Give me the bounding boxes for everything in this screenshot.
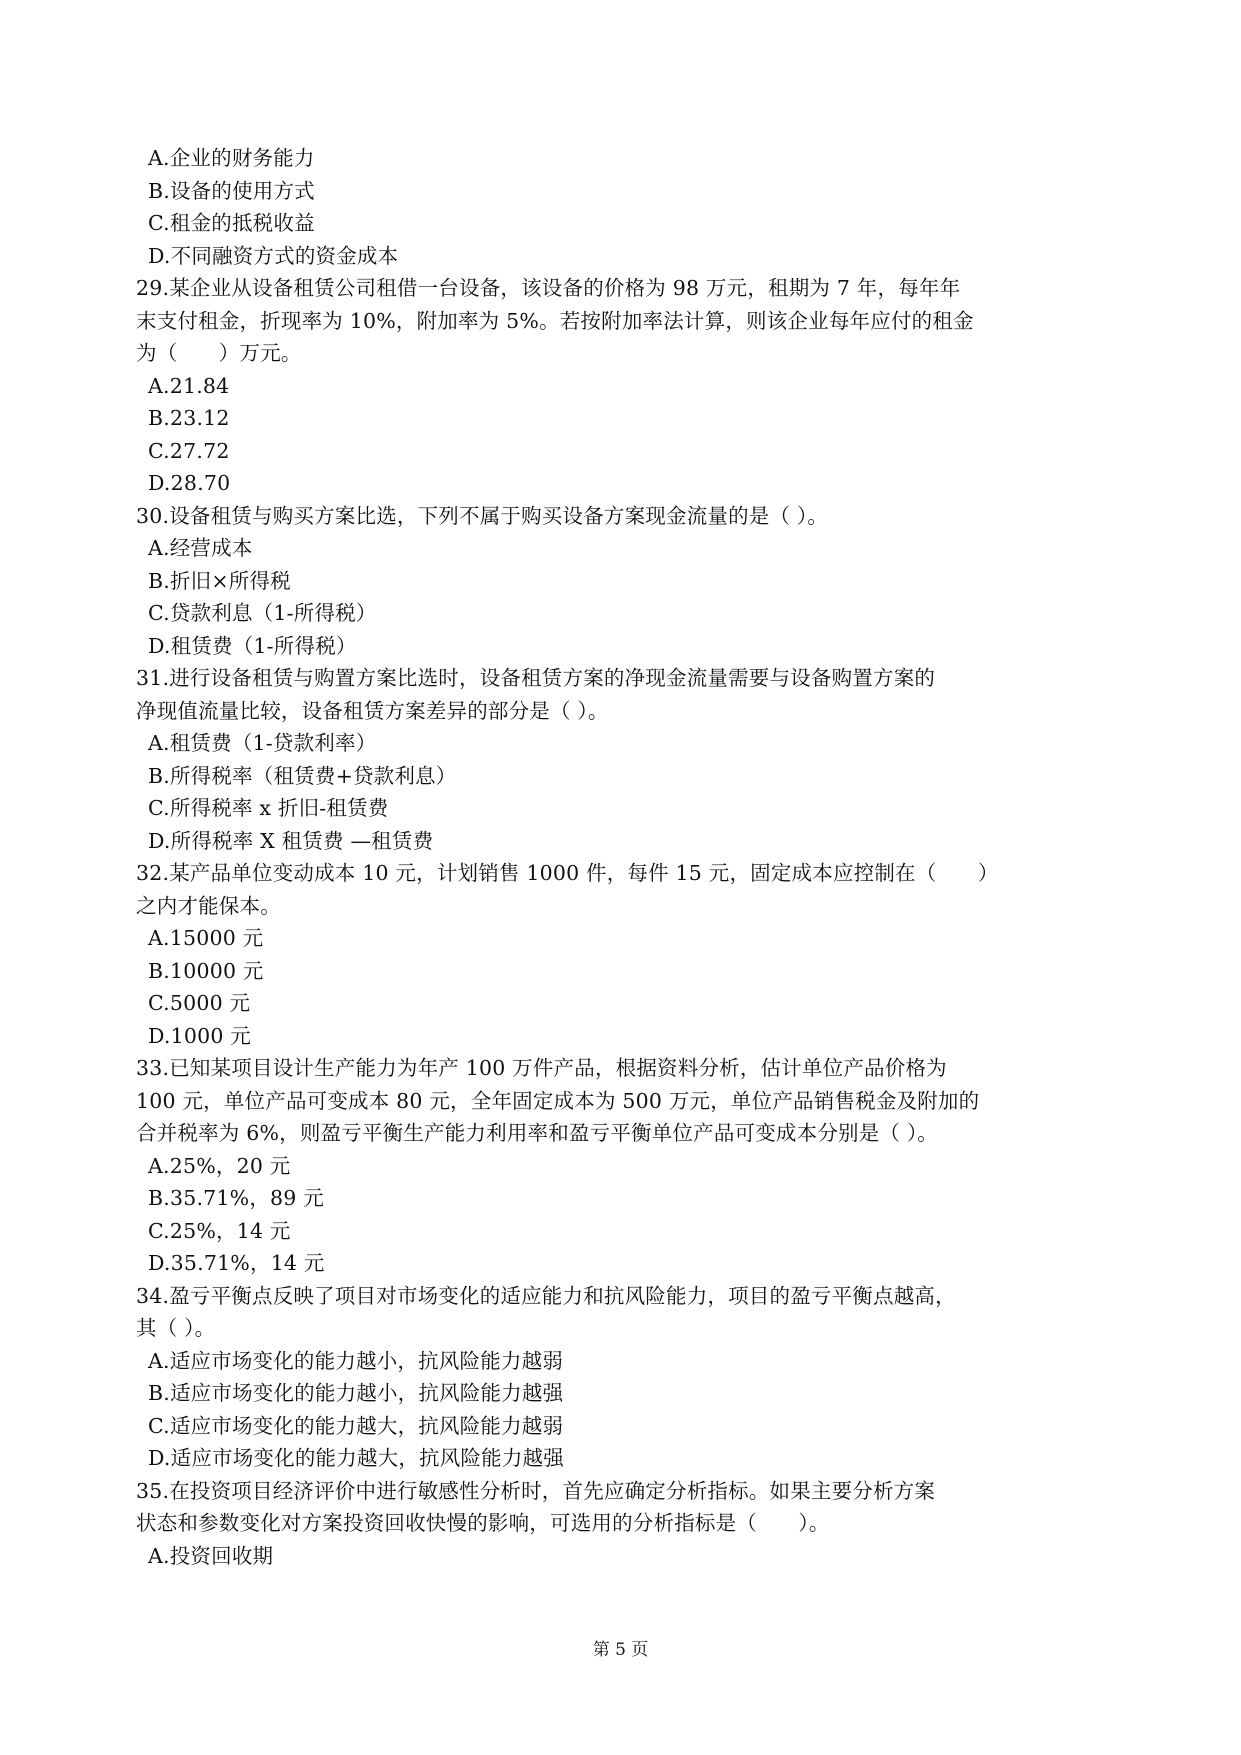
answer-option: A.25%，20 元 (148, 1153, 291, 1178)
answer-option: A.租赁费（1-贷款利率） (148, 731, 377, 755)
answer-option: B.折旧×所得税 (148, 568, 291, 593)
answer-option: B.35.71%，89 元 (148, 1186, 324, 1210)
answer-option: C.租金的抵税收益 (148, 211, 315, 235)
question-text-line: 末支付租金，折现率为 10%，附加率为 5%。若按附加率法计算，则该企业每年应付的租金 (136, 308, 974, 333)
answer-option: D.适应市场变化的能力越大，抗风险能力越强 (148, 1446, 564, 1470)
answer-option: B.所得税率（租赁费+贷款利息） (148, 763, 457, 788)
answer-option: D.1000 元 (148, 1023, 252, 1048)
answer-option: C.所得税率 x 折旧-租赁费 (148, 796, 389, 820)
question-text-line: 净现值流量比较，设备租赁方案差异的部分是（ ）。 (136, 698, 609, 723)
question-text-line: 34.盈亏平衡点反映了项目对市场变化的适应能力和抗风险能力，项目的盈亏平衡点越高， (136, 1283, 956, 1308)
answer-option: C.27.72 (148, 438, 230, 463)
answer-option: A.经营成本 (148, 536, 253, 560)
answer-option: B.适应市场变化的能力越小，抗风险能力越强 (148, 1381, 564, 1405)
answer-option: D.所得税率 X 租赁费 —租赁费 (148, 828, 434, 853)
page-number: 第 5 页 (592, 1640, 649, 1660)
question-text-line: 为（ ）万元。 (136, 341, 302, 365)
answer-option: C.适应市场变化的能力越大，抗风险能力越弱 (148, 1413, 564, 1438)
question-text-line: 33.已知某项目设计生产能力为年产 100 万件产品，根据资料分析，估计单位产品价格为 (136, 1056, 947, 1080)
answer-option: C.25%，14 元 (148, 1218, 291, 1243)
answer-option: B.设备的使用方式 (148, 178, 315, 203)
question-text-line: 30.设备租赁与购买方案比选，下列不属于购买设备方案现金流量的是（ ）。 (136, 503, 829, 528)
answer-option: A.投资回收期 (148, 1543, 274, 1568)
question-text-line: 之内才能保本。 (136, 893, 281, 918)
question-text-line: 其（ ）。 (136, 1316, 216, 1340)
answer-option: D.租赁费（1-所得税） (148, 633, 357, 658)
answer-option: B.10000 元 (148, 958, 264, 983)
answer-option: C.贷款利息（1-所得税） (148, 601, 377, 625)
answer-option: D.不同融资方式的资金成本 (148, 243, 399, 268)
question-text-line: 状态和参数变化对方案投资回收快慢的影响，可选用的分析指标是（ ）。 (136, 1511, 830, 1535)
question-text-line: 32.某产品单位变动成本 10 元，计划销售 1000 件，每件 15 元，固定成本应控制在（ ） (136, 861, 999, 885)
question-text-line: 35.在投资项目经济评价中进行敏感性分析时，首先应确定分析指标。如果主要分析方案 (136, 1478, 936, 1503)
answer-option: A.21.84 (148, 373, 230, 398)
answer-option: B.23.12 (148, 406, 230, 430)
question-text-line: 100 元，单位产品可变成本 80 元，全年固定成本为 500 万元，单位产品销售税金及附加的 (136, 1088, 980, 1113)
answer-option: A.企业的财务能力 (148, 146, 315, 170)
answer-option: D.28.70 (148, 471, 231, 495)
answer-option: D.35.71%，14 元 (148, 1251, 325, 1275)
answer-option: C.5000 元 (148, 991, 251, 1015)
answer-option: A.适应市场变化的能力越小，抗风险能力越弱 (148, 1348, 564, 1373)
question-text-line: 29.某企业从设备租赁公司租借一台设备，该设备的价格为 98 万元，租期为 7 年，每年年 (136, 276, 961, 300)
question-text-line: 合并税率为 6%，则盈亏平衡生产能力利用率和盈亏平衡单位产品可变成本分别是（ ）。 (136, 1121, 939, 1145)
answer-option: A.15000 元 (148, 926, 264, 950)
question-text-line: 31.进行设备租赁与购置方案比选时，设备租赁方案的净现金流量需要与设备购置方案的 (136, 666, 936, 690)
document-body (136, 142, 1112, 1572)
